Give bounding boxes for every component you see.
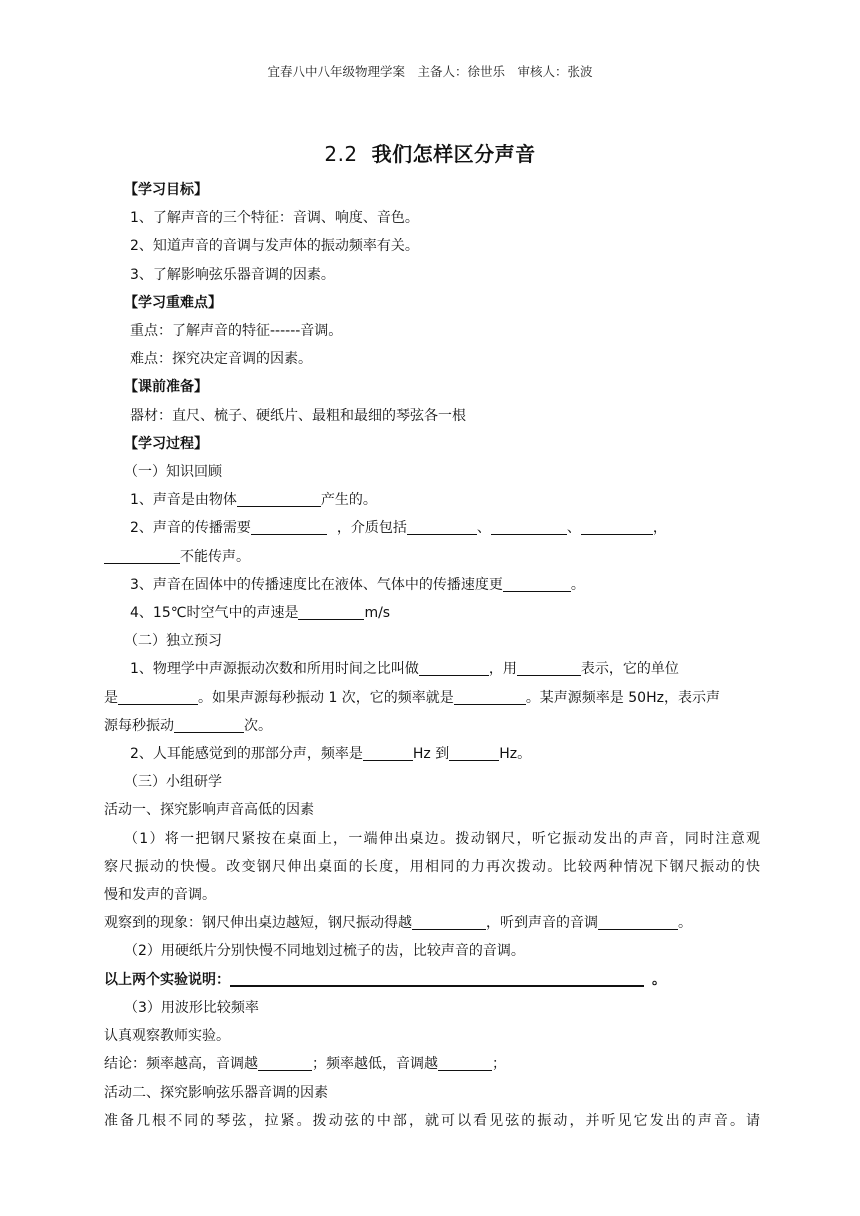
page-title (0, 138, 860, 167)
activity-1-step-1-line-2: 察尺振动的快慢。改变钢尺伸出桌面的长度，用相同的力再次拨动。比较两种情况下钢尺振动的快 (104, 858, 760, 875)
preview-q1-blank-5[interactable] (174, 716, 244, 733)
review-q4-unit: m/s (364, 605, 391, 622)
review-q1-blank[interactable] (237, 490, 321, 507)
review-q4-blank[interactable] (298, 603, 364, 620)
preview-q2-text: 2、人耳能感觉到的那部分声，频率是 (130, 746, 363, 763)
preview-q1-blank-4[interactable] (454, 688, 526, 705)
document-body (104, 176, 760, 1135)
heading-key-points: 【学习重难点】 (124, 294, 222, 311)
observation-text-2: ，听到声音的音调 (486, 915, 598, 932)
review-q2-blank-1[interactable] (251, 518, 327, 535)
preview-q1-blank-2[interactable] (517, 659, 581, 676)
review-q4-text: 4、15℃时空气中的声速是 (130, 605, 299, 622)
observation-text: 观察到的现象：钢尺伸出桌边越短，钢尺振动得越 (104, 915, 412, 932)
observation-line (104, 909, 760, 937)
objective-1: 1、了解声音的三个特征：音调、响度、音色。 (130, 210, 419, 227)
preview-q2-suffix: Hz。 (499, 746, 532, 763)
review-q3-suffix: 。 (570, 576, 585, 593)
review-q1-text: 1、声音是由物体 (130, 492, 237, 509)
preview-q1-cont2-text: 源每秒振动 (104, 717, 174, 734)
review-q2-sep-3: ， (652, 520, 667, 537)
heading-preparation: 【课前准备】 (124, 379, 208, 396)
review-q4 (104, 599, 760, 627)
conclusion-text: 结论：频率越高，音调越 (104, 1056, 258, 1073)
activity-1-step-3: （3）用波形比较频率 (124, 999, 259, 1016)
activity-1-title: 活动一、探究影响声音高低的因素 (104, 802, 314, 819)
preview-q1-cont (104, 684, 760, 712)
review-q3-blank[interactable] (503, 575, 571, 592)
experiment-conclusion-blank[interactable] (230, 969, 644, 987)
review-q2-text: 2、声音的传播需要 (130, 520, 251, 537)
review-q2-text-2: ，介质包括 (336, 520, 407, 537)
experiment-conclusion (104, 966, 760, 994)
review-q2-blank-4[interactable] (581, 518, 653, 535)
preview-q1-blank-1[interactable] (419, 659, 489, 676)
section-title: 我们怎样区分声音 (371, 142, 536, 166)
conclusion-suffix: ； (492, 1056, 506, 1073)
heading-objectives: 【学习目标】 (124, 182, 208, 198)
preview-q1-cont-2 (104, 712, 760, 740)
objective-2: 2、知道声音的音调与发声体的振动频率有关。 (130, 238, 419, 255)
preview-q1-cont-text: 是 (104, 689, 118, 706)
activity-1-step-1-line-1: （1）将一把钢尺紧按在桌面上，一端伸出桌边。拨动钢尺，听它振动发出的声音，同时注意观 (124, 830, 760, 847)
observation-blank-2[interactable] (598, 913, 678, 930)
activity-2-title: 活动二、探究影响弦乐器音调的因素 (104, 1084, 328, 1101)
conclusion-line (104, 1050, 760, 1078)
section-number: 2.2 (324, 142, 358, 166)
activity-1-step-2: （2）用硬纸片分别快慢不同地划过梳子的齿，比较声音的音调。 (124, 943, 525, 960)
preview-q1-blank-3[interactable] (118, 688, 198, 705)
heading-process: 【学习过程】 (124, 435, 208, 452)
preview-q2 (104, 740, 760, 768)
preview-q1-text-2: ，用 (488, 661, 517, 678)
preview-q1 (104, 655, 760, 683)
observe-teacher-line: 认真观察教师实验。 (104, 1028, 230, 1045)
review-q3-text: 3、声音在固体中的传播速度比在液体、气体中的传播速度更 (130, 576, 503, 593)
difficult-point: 难点：探究决定音调的因素。 (130, 351, 312, 368)
review-q2-blank-3[interactable] (491, 518, 567, 535)
review-q3 (104, 571, 760, 599)
preview-q2-blank-2[interactable] (449, 744, 499, 761)
review-q2-blank-5[interactable] (104, 547, 180, 564)
subheading-group-study: （三）小组研学 (124, 774, 222, 791)
review-q2 (104, 514, 760, 542)
review-q2-sep-1: 、 (476, 520, 491, 537)
review-q2-sep-2: 、 (566, 520, 581, 537)
preview-q1-cont-text-3: 。某声源频率是 50Hz，表示声 (525, 689, 720, 706)
activity-1-step-1-line-3: 慢和发声的音调。 (104, 887, 216, 904)
preview-q1-cont-text-2: 。如果声源每秒振动 1 次，它的频率就是 (198, 689, 454, 706)
review-q2-cont-text: 不能传声。 (180, 548, 250, 565)
observation-blank-1[interactable] (412, 913, 486, 930)
subheading-review: （一）知识回顾 (124, 464, 222, 481)
subheading-preview: （二）独立预习 (124, 633, 222, 650)
conclusion-text-2: ；频率越低，音调越 (312, 1056, 438, 1073)
review-q2-blank-2[interactable] (407, 518, 477, 535)
activity-2-line-1: 准备几根不同的琴弦，拉紧。拨动弦的中部，就可以看见弦的振动，并听见它发出的声音。请 (104, 1112, 760, 1129)
key-point: 重点：了解声音的特征------音调。 (130, 323, 343, 340)
experiment-conclusion-suffix: 。 (652, 971, 666, 988)
conclusion-blank-1[interactable] (258, 1054, 312, 1071)
materials-line: 器材：直尺、梳子、硬纸片、最粗和最细的琴弦各一根 (130, 407, 466, 424)
experiment-conclusion-text: 以上两个实验说明： (104, 971, 230, 988)
conclusion-blank-2[interactable] (438, 1054, 492, 1071)
preview-q1-text: 1、物理学中声源振动次数和所用时间之比叫做 (130, 661, 419, 678)
observation-suffix: 。 (678, 915, 692, 932)
review-q2-cont (104, 543, 760, 571)
review-q1-suffix: 产生的。 (320, 492, 377, 509)
preview-q1-text-3: 表示，它的单位 (580, 661, 679, 678)
preview-q1-cont2-suffix: 次。 (244, 717, 272, 734)
review-q1 (104, 486, 760, 514)
preview-q2-text-2: Hz 到 (412, 746, 450, 763)
preview-q2-blank-1[interactable] (363, 744, 413, 761)
page-header: 宜春八中八年级物理学案 主备人：徐世乐 审核人：张波 (267, 64, 593, 79)
objective-3: 3、了解影响弦乐器音调的因素。 (130, 266, 335, 283)
